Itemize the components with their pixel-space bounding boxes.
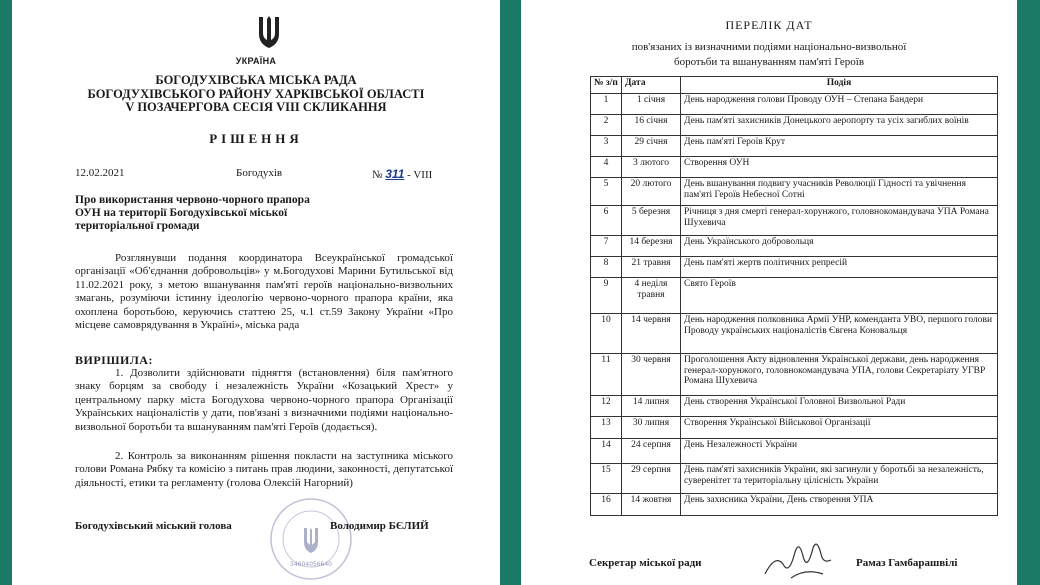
row-number: 8 (591, 257, 622, 278)
row-date: 16 січня (622, 115, 681, 136)
frame-edge-left (0, 0, 12, 585)
row-date: 14 липня (622, 396, 681, 417)
decision-number (372, 167, 432, 181)
row-event: Свято Героїв (681, 278, 998, 314)
row-number: 2 (591, 115, 622, 136)
decision-title: РІШЕННЯ (209, 131, 303, 146)
decision-preamble (75, 252, 453, 332)
row-date: 3 лютого (622, 157, 681, 178)
preamble-text: Розглянувши подання координатора Всеукраїнської громадської організації «Об'єднання добровольців» у м.Богодухові Марини Бутильської від 11.02.2021 року, з метою вшанування пам'яті героїв національно-визвольних змагань, розуміючи істинну ідеологію червоно-чорного прапора країни, яка охоплена боротьбою, керуючись статтею 25, ч.1 ст.59 Закону України «Про місцеве самоврядування в Україні», міська рада (75, 252, 453, 332)
subject-line-3: територіальної громади (75, 220, 200, 233)
row-event: День Незалежності України (681, 439, 998, 464)
row-date: 4 неділя травня (622, 278, 681, 314)
row-date: 29 серпня (622, 464, 681, 494)
item-2-text: 2. Контроль за виконанням рішення покласти на заступника міського голови Романа Рябку та комісію з питань прав людини, законності, депутатської діяльності, етики та регламенту (голова Олексій Нагорний) (75, 450, 453, 489)
number-handwritten: 311 (385, 167, 405, 181)
table-row (591, 314, 998, 354)
decision-place: Богодухів (236, 167, 283, 179)
row-date: 14 березня (622, 236, 681, 257)
row-event: День захисника України, День створення УПА (681, 494, 998, 516)
table-row (591, 178, 998, 206)
country-name: УКРАЇНА (235, 56, 277, 66)
official-seal-icon (268, 496, 354, 582)
row-event: День пам'яті жертв політичних репресій (681, 257, 998, 278)
row-number: 4 (591, 157, 622, 178)
row-date: 29 січня (622, 136, 681, 157)
number-prefix: № (372, 169, 383, 181)
secretary-title: Секретар міської ради (589, 557, 702, 569)
table-row (591, 439, 998, 464)
row-number: 3 (591, 136, 622, 157)
item-1-text: 1. Дозволити здійснювати підняття (встановлення) біля пам'ятного знаку борцям за свободу і незалежність України «Козацький Хрест» у центральному парку міста Богодухова червоно-чорного прапора Організації Українських націоналістів у дати, пов'язані з визначними подіями національно-визвольної боротьби та вшануванням пам'яті Героїв (додається). (75, 367, 453, 433)
decision-page (12, 0, 500, 585)
subtitle-line-1: пов'язаних із визначними подіями національно-визвольної (631, 41, 907, 53)
row-event: Річниця з дня смерті генерал-хорунжого, головнокомандувача УПА Романа Шухевича (681, 206, 998, 236)
row-number: 13 (591, 417, 622, 439)
row-number: 6 (591, 206, 622, 236)
row-date: 30 липня (622, 417, 681, 439)
list-subtitle (521, 40, 1017, 70)
table-row (591, 94, 998, 115)
council-line-2: БОГОДУХІВСЬКОГО РАЙОНУ ХАРКІВСЬКОЇ ОБЛАСТІ (87, 86, 425, 101)
row-date: 24 серпня (622, 439, 681, 464)
row-event: День пам'яті Героїв Крут (681, 136, 998, 157)
table-row (591, 396, 998, 417)
subject-line-2: ОУН на території Богодухівської міської (75, 207, 288, 220)
row-number: 5 (591, 178, 622, 206)
table-row (591, 278, 998, 314)
row-date: 14 жовтня (622, 494, 681, 516)
table-row (591, 417, 998, 439)
row-event: Створення ОУН (681, 157, 998, 178)
table-row (591, 136, 998, 157)
decision-subject (75, 194, 365, 234)
row-number: 11 (591, 354, 622, 396)
row-event: Проголошення Акту відновлення Української держави, день народження генерал-хорунжого, головнокомандувача УПА, голови Секретаріату УГВР Романа Шухевича (681, 354, 998, 396)
mayor-name: Володимир БЄЛИЙ (330, 520, 429, 532)
list-title: ПЕРЕЛІК ДАТ (725, 18, 813, 32)
row-number: 15 (591, 464, 622, 494)
mayor-title: Богодухівський міський голова (75, 520, 232, 532)
handwritten-signature-icon (761, 534, 839, 584)
decision-item-1 (75, 367, 453, 434)
row-number: 16 (591, 494, 622, 516)
table-row (591, 236, 998, 257)
row-number: 1 (591, 94, 622, 115)
header-date: Дата (622, 77, 681, 94)
resolved-label: ВИРІШИЛА: (75, 353, 153, 367)
table-row (591, 206, 998, 236)
secretary-name: Рамаз Гамбарашвілі (856, 557, 958, 569)
row-date: 30 червня (622, 354, 681, 396)
dates-table (590, 76, 998, 516)
row-number: 14 (591, 439, 622, 464)
council-header (12, 74, 500, 115)
row-date: 20 лютого (622, 178, 681, 206)
row-number: 7 (591, 236, 622, 257)
table-header-row (591, 77, 998, 94)
frame-divider (500, 0, 521, 585)
number-suffix: - VIII (407, 169, 433, 181)
row-date: 21 травня (622, 257, 681, 278)
row-number: 12 (591, 396, 622, 417)
table-row (591, 464, 998, 494)
header-number: № з/п (591, 77, 622, 94)
council-line-3: V ПОЗАЧЕРГОВА СЕСІЯ VIII СКЛИКАННЯ (125, 100, 387, 114)
row-event: Створення Української Військової Організації (681, 417, 998, 439)
table-row (591, 257, 998, 278)
subject-line-1: Про використання червоно-чорного прапора (75, 194, 310, 206)
row-date: 14 червня (622, 314, 681, 354)
row-event: День народження полковника Армії УНР, коменданта УВО, першого голови Проводу українських націоналістів Євгена Коновальця (681, 314, 998, 354)
row-event: День створення Української Головної Визвольної Ради (681, 396, 998, 417)
subtitle-line-2: боротьби та вшануванням пам'яті Героїв (673, 56, 865, 68)
decision-date: 12.02.2021 (75, 167, 125, 179)
row-date: 1 січня (622, 94, 681, 115)
council-line-1: БОГОДУХІВСЬКА МІСЬКА РАДА (155, 73, 357, 87)
row-number: 10 (591, 314, 622, 354)
row-event: День Українського добровольця (681, 236, 998, 257)
row-date: 5 березня (622, 206, 681, 236)
decision-item-2 (75, 450, 453, 490)
row-number: 9 (591, 278, 622, 314)
header-event: Подія (681, 77, 998, 94)
seal-number: 34604056640 (290, 561, 332, 568)
table-row (591, 494, 998, 516)
table-row (591, 115, 998, 136)
row-event: День пам'яті захисників України, які загинули у боротьбі за незалежність, суверенітет та територіальну цілісність України (681, 464, 998, 494)
row-event: День пам'яті захисників Донецького аеропорту та усіх загиблих воїнів (681, 115, 998, 136)
dates-list-page (521, 0, 1017, 585)
row-event: День вшанування подвигу учасників Революції Гідності та увічнення пам'яті Героїв Небесної Сотні (681, 178, 998, 206)
table-row (591, 157, 998, 178)
row-event: День народження голови Проводу ОУН – Степана Бандери (681, 94, 998, 115)
table-row (591, 354, 998, 396)
frame-edge-right (1017, 0, 1040, 585)
trident-emblem-icon (256, 14, 282, 50)
